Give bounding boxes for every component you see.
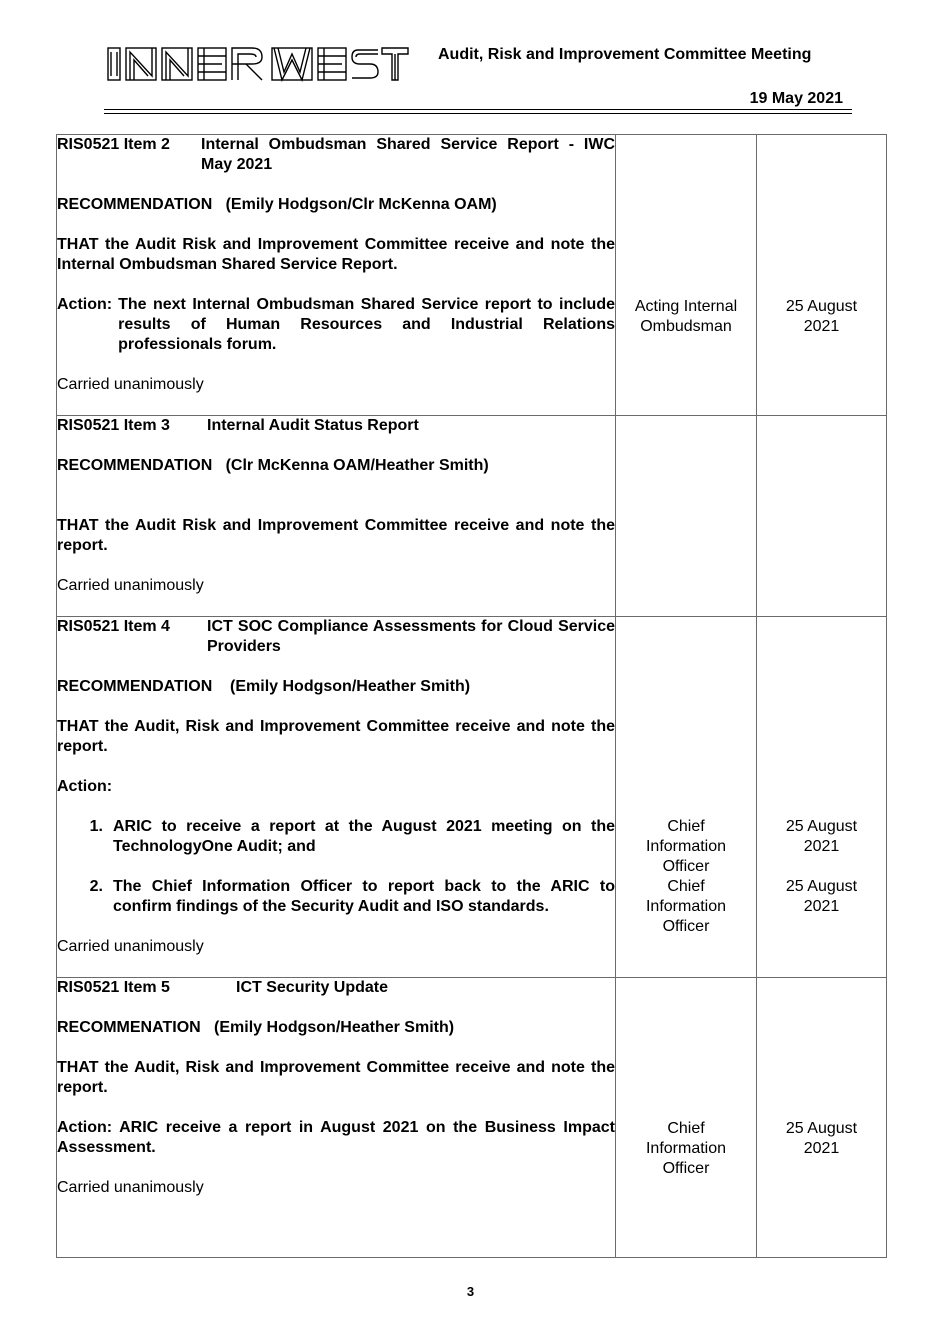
item-cell bbox=[57, 978, 616, 1258]
recommendation-label: RECOMMENDATION bbox=[57, 196, 213, 213]
table-row bbox=[57, 617, 887, 978]
outcome-text: Carried unanimously bbox=[57, 577, 204, 594]
item-title: Internal Audit Status Report bbox=[207, 417, 419, 434]
movers: (Emily Hodgson/Heather Smith) bbox=[214, 1019, 455, 1036]
table-row bbox=[57, 135, 887, 416]
due-date: 25 August 2021 bbox=[785, 298, 858, 335]
list-item bbox=[57, 817, 615, 857]
resolution-text: THAT the Audit, Risk and Improvement Committee receive and note the report. bbox=[57, 1059, 615, 1096]
resolution-text: THAT the Audit Risk and Improvement Committee receive and note the Internal Ombudsman Shared Service Report. bbox=[57, 236, 615, 273]
page-number: 3 bbox=[466, 1284, 475, 1299]
item-cell bbox=[57, 135, 616, 416]
due-date-cell bbox=[757, 135, 887, 416]
action-text: Action: ARIC receive a report in August 2021 on the Business Impact Assessment. bbox=[57, 1119, 615, 1156]
header-rule bbox=[104, 109, 852, 110]
inner-west-logo bbox=[106, 44, 410, 84]
item-title: Internal Ombudsman Shared Service Report - IWC May 2021 bbox=[201, 136, 615, 173]
outcome-text: Carried unanimously bbox=[57, 376, 204, 393]
due-date-cell bbox=[757, 617, 887, 978]
item-number: RIS0521 Item 3 bbox=[57, 417, 170, 434]
due-date: 25 August 2021 bbox=[785, 818, 858, 855]
header-rule bbox=[104, 113, 852, 114]
action-text: ARIC to receive a report at the August 2021 meeting on the TechnologyOne Audit; and bbox=[113, 818, 615, 855]
recommendation-line bbox=[57, 1018, 615, 1038]
movers: (Emily Hodgson/Heather Smith) bbox=[230, 678, 471, 695]
responsible-officer: Chief Information Officer bbox=[645, 878, 727, 935]
recommendation-line bbox=[57, 677, 615, 697]
list-number: 2. bbox=[89, 878, 103, 895]
table-row bbox=[57, 978, 887, 1258]
responsible-cell bbox=[616, 978, 757, 1258]
action-label: Action: bbox=[57, 296, 113, 313]
resolution-text: THAT the Audit, Risk and Improvement Committee receive and note the report. bbox=[57, 718, 615, 755]
recommendation-label: RECOMMENDATION bbox=[57, 457, 213, 474]
due-date: 25 August 2021 bbox=[785, 878, 858, 915]
list-number: 1. bbox=[89, 818, 103, 835]
recommendation-label: RECOMMENDATION bbox=[57, 678, 213, 695]
movers: (Emily Hodgson/Clr McKenna OAM) bbox=[225, 196, 497, 213]
responsible-cell bbox=[616, 135, 757, 416]
outcome-text: Carried unanimously bbox=[57, 938, 204, 955]
due-date-cell bbox=[757, 416, 887, 617]
due-date: 25 August 2021 bbox=[785, 1120, 858, 1157]
meeting-date: 19 May 2021 bbox=[749, 90, 843, 107]
item-cell bbox=[57, 617, 616, 978]
table-row bbox=[57, 416, 887, 617]
responsible-cell bbox=[616, 617, 757, 978]
action-label: Action: bbox=[57, 778, 113, 795]
item-title: ICT Security Update bbox=[236, 979, 389, 996]
recommendation-line bbox=[57, 195, 615, 215]
movers: (Clr McKenna OAM/Heather Smith) bbox=[225, 457, 489, 474]
recommendation-label: RECOMMENATION bbox=[57, 1019, 201, 1036]
responsible-officer: Chief Information Officer bbox=[645, 1120, 727, 1177]
item-title: ICT SOC Compliance Assessments for Cloud Service Providers bbox=[207, 618, 615, 655]
due-date-cell bbox=[757, 978, 887, 1258]
meeting-title: Audit, Risk and Improvement Committee Meeting bbox=[438, 46, 812, 63]
responsible-cell bbox=[616, 416, 757, 617]
responsible-officer: Acting Internal Ombudsman bbox=[634, 298, 738, 335]
responsible-officer: Chief Information Officer bbox=[645, 818, 727, 875]
minutes-table bbox=[56, 134, 887, 1258]
item-cell bbox=[57, 416, 616, 617]
action-text: The Chief Information Officer to report back to the ARIC to confirm findings of the Security Audit and ISO standards. bbox=[113, 878, 615, 915]
item-number: RIS0521 Item 2 bbox=[57, 136, 170, 153]
item-number: RIS0521 Item 4 bbox=[57, 618, 170, 635]
outcome-text: Carried unanimously bbox=[57, 1179, 204, 1196]
resolution-text: THAT the Audit Risk and Improvement Committee receive and note the report. bbox=[57, 517, 615, 554]
recommendation-line bbox=[57, 456, 615, 476]
action-list bbox=[57, 817, 615, 917]
action-text: The next Internal Ombudsman Shared Service report to include results of Human Resources and Industrial Relations professionals forum. bbox=[118, 296, 615, 353]
list-item bbox=[57, 877, 615, 917]
action-line bbox=[57, 295, 615, 355]
item-number: RIS0521 Item 5 bbox=[57, 979, 170, 996]
